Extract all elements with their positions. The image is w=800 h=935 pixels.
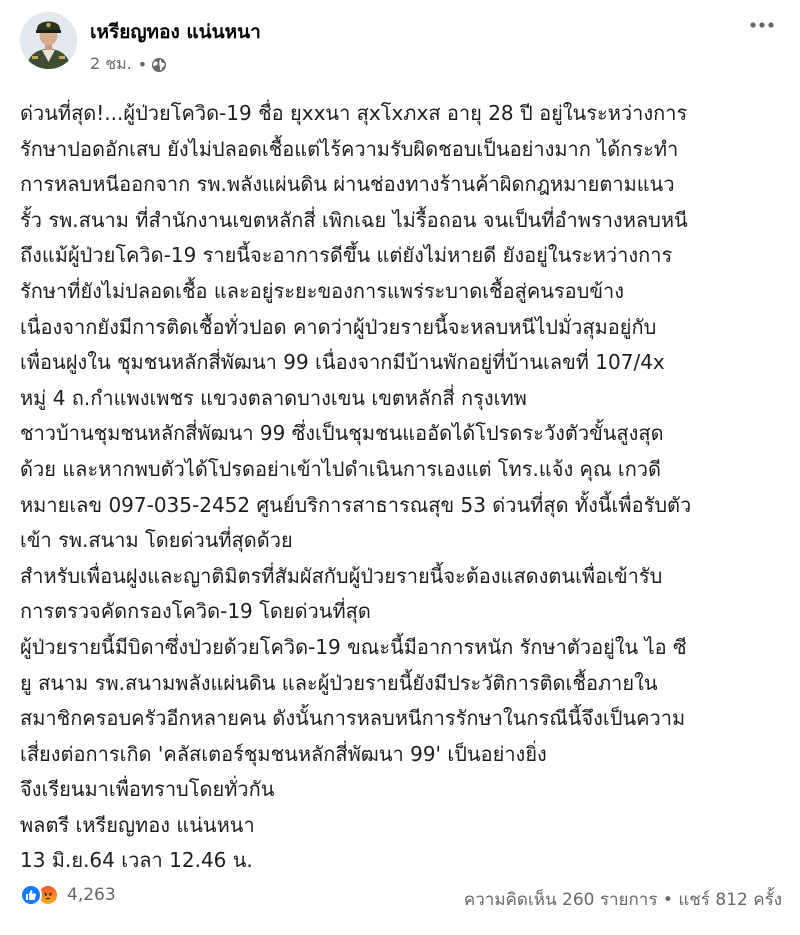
post-line: หมายเลข 097-035-2452 ศูนย์บริการสาธารณสุข 53 ด่วนที่สุด ทั้งนี้เพื่อรับตัว bbox=[20, 492, 692, 517]
shares-count[interactable]: แชร์ 812 ครั้ง bbox=[678, 890, 782, 910]
like-reaction-icon bbox=[20, 884, 42, 906]
post-line: ชาวบ้านชุมชนหลักสี่พัฒนา 99 ซึ่งเป็นชุมชนแออัดได้โปรดระวังตัวขั้นสูงสุด bbox=[20, 421, 664, 446]
globe-icon[interactable] bbox=[151, 57, 167, 73]
post-line: สมาชิกครอบครัวอีกหลายคน ดังนั้นการหลบหนีการรักษาในกรณีนี้จึงเป็นความ bbox=[20, 706, 686, 731]
post-text bbox=[20, 96, 790, 879]
post-line: รักษาที่ยังไม่ปลอดเชื้อ และอยู่ระยะของการแพร่ระบาดเชื้อสู่คนรอบข้าง bbox=[20, 278, 625, 303]
meta-separator: • bbox=[137, 55, 148, 74]
post-line: ผู้ป่วยรายนี้มีบิดาซึ่งป่วยด้วยโควิด-19 ขณะนี้มีอาการหนัก รักษาตัวอยู่ใน ไอ ซี bbox=[20, 634, 687, 659]
post-line: ยู สนาม รพ.สนามพลังแผ่นดิน และผู้ป่วยรายนี้ยังมีประวัติการติดเชื้อภายใน bbox=[20, 670, 658, 695]
post-line: การหลบหนีออกจาก รพ.พลังแผ่นดิน ผ่านช่องทางร้านค้าผิดกฎหมายตามแนว bbox=[20, 172, 675, 197]
post-line: 13 มิ.ย.64 เวลา 12.46 น. bbox=[20, 848, 253, 873]
post-line: สำหรับเพื่อนฝูงและญาติมิตรที่สัมผัสกับผู้ป่วยรายนี้จะต้องแสดงตนเพื่อเข้ารับ bbox=[20, 563, 663, 588]
more-options-icon[interactable] bbox=[744, 10, 780, 40]
post-line: รักษาปอดอักเสบ ยังไม่ปลอดเชื้อแต่ไร้ความรับผิดชอบเป็นอย่างมาก ได้กระทำ bbox=[20, 136, 679, 161]
comments-count[interactable]: ความคิดเห็น 260 รายการ bbox=[463, 890, 658, 910]
post-line: จึงเรียนมาเพื่อทราบโดยทั่วกัน bbox=[20, 777, 275, 802]
reactions-summary[interactable] bbox=[20, 884, 116, 906]
post-meta bbox=[90, 52, 167, 77]
post-line: เพื่อนฝูงใน ชุมชนหลักสี่พัฒนา 99 เนื่องจากมีบ้านพักอยู่ที่บ้านเลขที่ 107/4x bbox=[20, 350, 665, 375]
post-line: พลตรี เหรียญทอง แน่นหนา bbox=[20, 812, 255, 837]
stats-separator: • bbox=[662, 890, 673, 910]
post-line: เนื่องจากยังมีการติดเชื้อทั่วปอด คาดว่าผู้ป่วยรายนี้จะหลบหนีไปมั่วสุมอยู่กับ bbox=[20, 314, 657, 339]
author-avatar[interactable] bbox=[20, 12, 77, 69]
post-line: ด่วนที่สุด!...ผู้ป่วยโควิด-19 ชื่อ ยุxxนา สุxโxภxส อายุ 28 ปี อยู่ในระหว่างการ bbox=[20, 101, 688, 125]
post-timestamp[interactable]: 2 ชม. bbox=[90, 54, 132, 73]
post-line: การตรวจคัดกรองโควิด-19 โดยด่วนที่สุด bbox=[20, 599, 371, 624]
post-line: รั้ว รพ.สนาม ที่สำนักงานเขตหลักสี่ เพิกเฉย ไม่รื้อถอน จนเป็นที่อำพรางหลบหนี bbox=[20, 207, 688, 232]
reaction-count[interactable]: 4,263 bbox=[67, 885, 116, 905]
post-line: ด้วย และหากพบตัวได้โปรดอย่าเข้าไปดำเนินการเองแต่ โทร.แจ้ง คุณ เกวดี bbox=[20, 456, 662, 481]
post-line: หมู่ 4 ถ.กำแพงเพชร แขวงตลาดบางเขน เขตหลักสี่ กรุงเทพ bbox=[20, 385, 527, 410]
post-footer bbox=[0, 870, 800, 922]
post-line: เสี่ยงต่อการเกิด 'คลัสเตอร์ชุมชนหลักสี่พัฒนา 99' เป็นอย่างยิ่ง bbox=[20, 741, 547, 766]
author-name[interactable]: เหรียญทอง แน่นหนา bbox=[90, 21, 261, 43]
post-stats bbox=[464, 886, 782, 913]
post-header bbox=[0, 0, 800, 84]
post-line: เข้า รพ.สนาม โดยด่วนที่สุดด้วย bbox=[20, 528, 293, 553]
post-line: ถึงแม้ผู้ป่วยโควิด-19 รายนี้จะอาการดีขึ้น แต่ยังไม่หายดี ยังอยู่ในระหว่างการ bbox=[20, 243, 673, 268]
